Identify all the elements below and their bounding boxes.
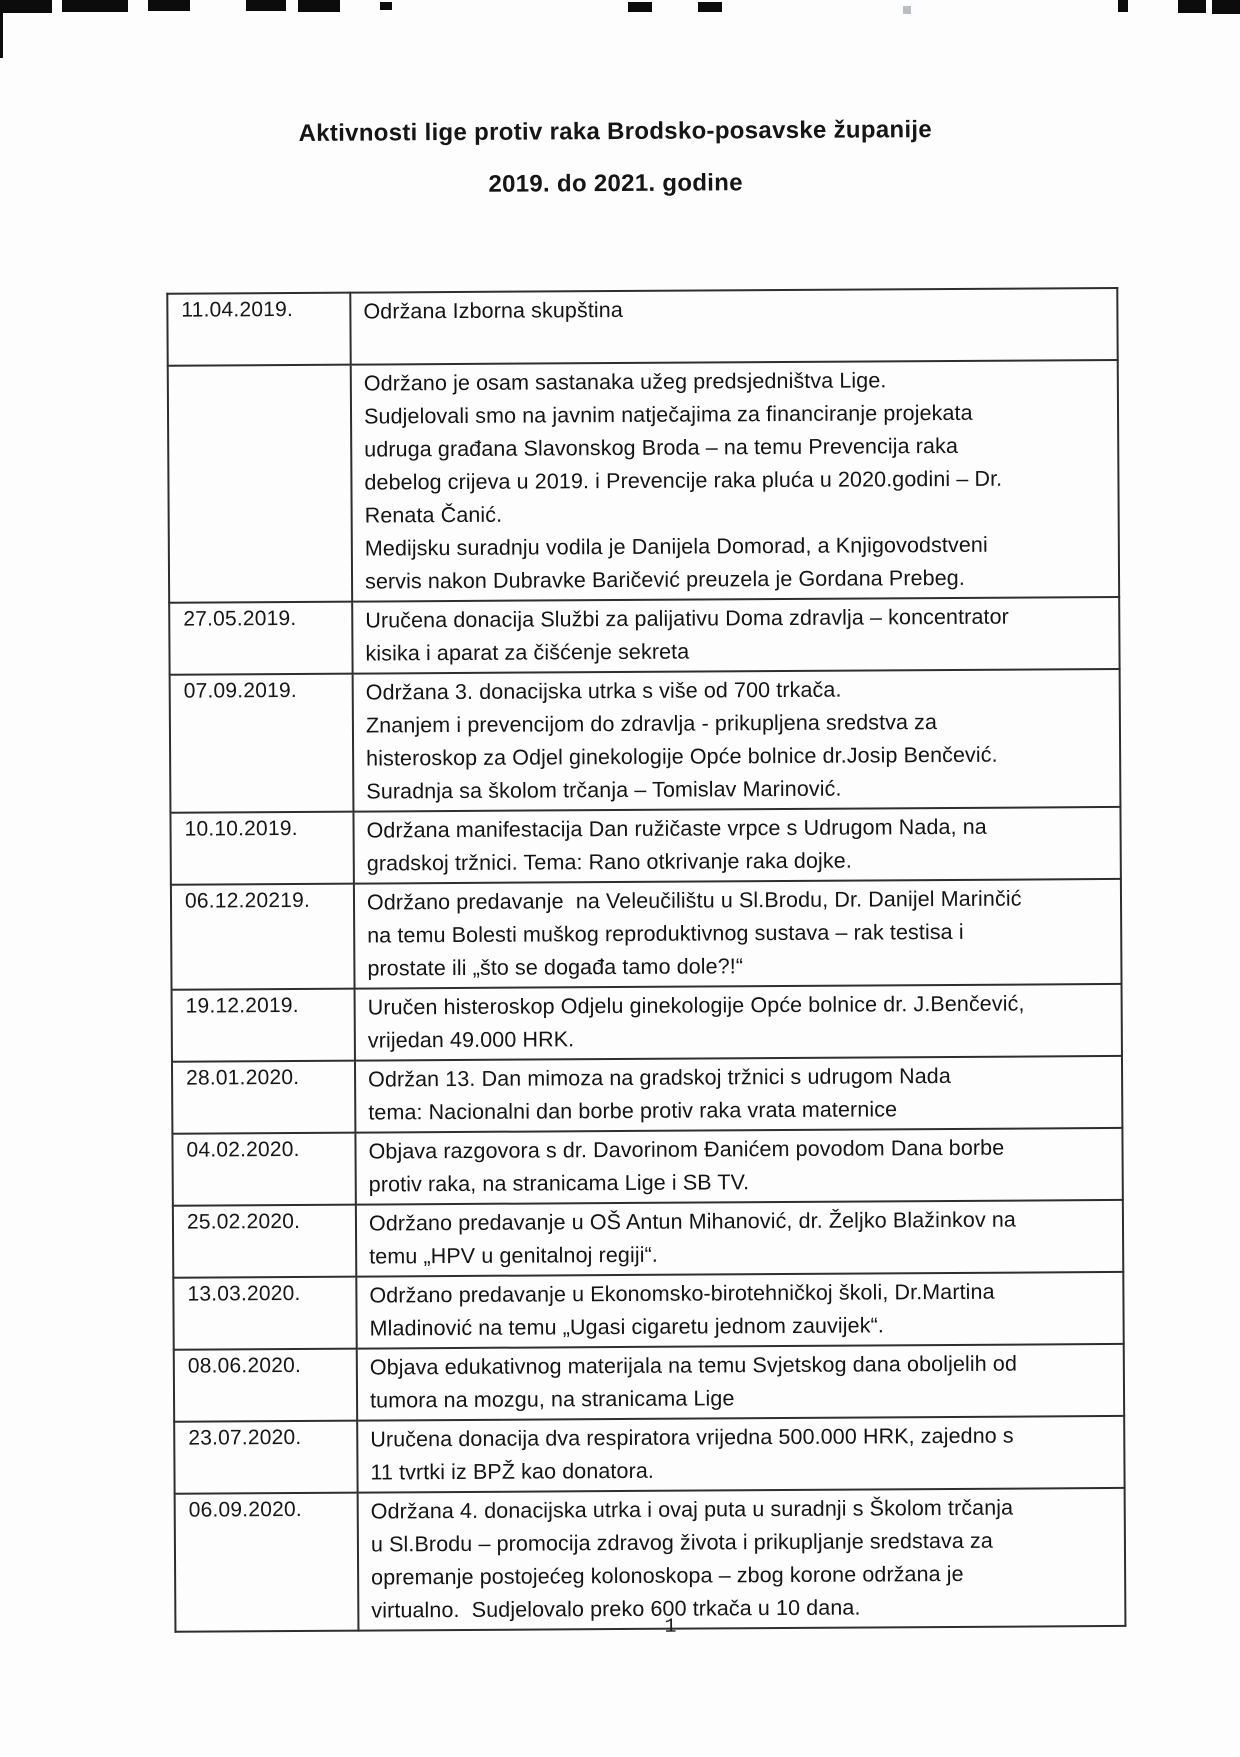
description-cell [353, 807, 1120, 884]
activities-table [166, 287, 1126, 1633]
activity-description: Održano predavanje u OŠ Antun Mihanović, dr. Željko Blažinkov na temu „HPV u genitalnoj regiji“. [368, 1207, 1017, 1269]
activity-description: Održano predavanje u Ekonomsko-birotehničkoj školi, Dr.Martina Mladinović na temu „Ugasi cigaretu jednom zauvijek“. [369, 1279, 995, 1341]
table-row [175, 1488, 1126, 1632]
description-cell [352, 597, 1119, 674]
table-row [168, 360, 1119, 603]
activity-date: 11.04.2019. [181, 297, 294, 322]
activity-description: Uručen histeroskop Odjelu ginekologije Opće bolnice dr. J.Benčević, vrijedan 49.000 HRK. [367, 991, 1025, 1053]
description-cell [356, 1272, 1123, 1349]
description-cell [357, 1344, 1124, 1421]
table-row [167, 288, 1117, 366]
date-cell [172, 989, 355, 1062]
activity-date: 19.12.2019. [185, 993, 299, 1018]
activity-description: Održan 13. Dan mimoza na gradskoj tržnici s udrugom Nada tema: Nacionalni dan borbe protiv raka vrata maternice [368, 1063, 951, 1125]
table-row [173, 1272, 1123, 1350]
activity-description: Održana 4. donacijska utrka i ovaj puta u suradnji s Školom trčanja u Sl.Brodu – promocija zdravog života i prikupljanje sredstava za opremanje postojećeg kolonoskopa – zbog korone održana je virtualno. Sudjelovalo preko 600 trkača u 10 dana. [370, 1495, 1014, 1623]
table-row [169, 597, 1119, 675]
description-cell [356, 1200, 1123, 1277]
activity-date: 06.09.2020. [188, 1497, 302, 1522]
activity-description: Uručena donacija dva respiratora vrijedna 500.000 HRK, zajedno s 11 tvrtki iz BPŽ kao donatora. [370, 1423, 1014, 1485]
document-title: Aktivnosti lige protiv raka Brodsko-posavske županije [298, 116, 933, 147]
description-cell [358, 1488, 1126, 1631]
activity-description: Objava razgovora s dr. Davorinom Đanićem povodom Dana borbe protiv raka, na stranicama Lige i SB TV. [368, 1135, 1005, 1197]
activity-description: Održana manifestacija Dan ružičaste vrpce s Udrugom Nada, na gradskoj tržnici. Tema: Rano otkrivanje raka dojke. [366, 814, 987, 876]
table-row [172, 1128, 1122, 1206]
date-cell [173, 1205, 356, 1278]
date-cell [174, 1421, 357, 1494]
description-cell [351, 360, 1119, 602]
date-cell [172, 1061, 355, 1134]
activity-description: Održano predavanje na Veleučilištu u Sl.Brodu, Dr. Danijel Marinčić na temu Bolesti muškog reproduktivnog sustava – rak testisa i prostate ili „što se događa tamo dole?!“ [366, 886, 1022, 981]
activity-description: Održano je osam sastanaka užeg predsjedništva Lige. Sudjelovali smo na javnim natječajima za financiranje projekata udruga građana Slavonskog Broda – na temu Prevencija raka debelog crijeva u 2019. i Prevencije raka pluća u 2020.godini – Dr. Renata Čanić. Medijsku suradnju vodila je Danijela Domorad, a Knjigovodstveni servis nakon Dubravke Baričević preuzela je Gordana Prebeg. [363, 368, 1003, 594]
activity-date: 27.05.2019. [183, 606, 297, 631]
description-cell [355, 1056, 1122, 1133]
table-row [170, 807, 1120, 885]
date-cell [168, 365, 352, 603]
date-cell [174, 1349, 357, 1422]
table-row [170, 669, 1121, 813]
activity-date: 28.01.2020. [186, 1065, 300, 1090]
activity-date: 25.02.2020. [186, 1209, 301, 1234]
activity-description: Održana 3. donacijska utrka s više od 700 trkača. Znanjem i prevencijom do zdravlja - prikupljena sredstva za histeroskop za Odjel ginekologije Opće bolnice dr.Josip Benčević. Suradnja sa školom trčanja – Tomislav Marinović. [365, 677, 998, 804]
date-cell [173, 1277, 356, 1350]
table-row [173, 1200, 1123, 1278]
activity-date: 13.03.2020. [187, 1281, 301, 1306]
activity-date: 04.02.2020. [186, 1137, 300, 1162]
date-cell [171, 884, 355, 990]
date-cell [169, 602, 352, 675]
activity-date: 07.09.2019. [183, 678, 297, 703]
description-cell [355, 984, 1122, 1061]
date-cell [175, 1493, 359, 1632]
date-cell [170, 812, 353, 885]
description-cell [354, 879, 1122, 989]
activity-date: 08.06.2020. [187, 1353, 302, 1378]
date-cell [167, 293, 350, 366]
date-cell [170, 674, 354, 813]
date-cell [172, 1133, 355, 1206]
activity-date: 06.12.20219. [184, 888, 311, 913]
page-number: 1 [664, 1615, 677, 1639]
table-row [174, 1416, 1124, 1494]
table-row [174, 1344, 1124, 1422]
activity-description: Objava edukativnog materijala na temu Svjetskog dana oboljelih od tumora na mozgu, na stranicama Lige [369, 1351, 1018, 1413]
activity-date: 23.07.2020. [188, 1425, 302, 1450]
description-cell [353, 669, 1121, 812]
table-row [171, 879, 1122, 990]
table-row [172, 1056, 1122, 1134]
activity-date: 10.10.2019. [184, 816, 298, 841]
document-subtitle: 2019. do 2021. godine [488, 169, 743, 198]
description-cell [355, 1128, 1122, 1205]
description-cell [357, 1416, 1124, 1493]
activity-description: Održana Izborna skupština [363, 297, 623, 324]
description-cell [350, 288, 1117, 365]
activity-description: Uručena donacija Službi za palijativu Doma zdravlja – koncentrator kisika i aparat za čišćenje sekreta [365, 604, 1009, 666]
table-row [172, 984, 1122, 1062]
